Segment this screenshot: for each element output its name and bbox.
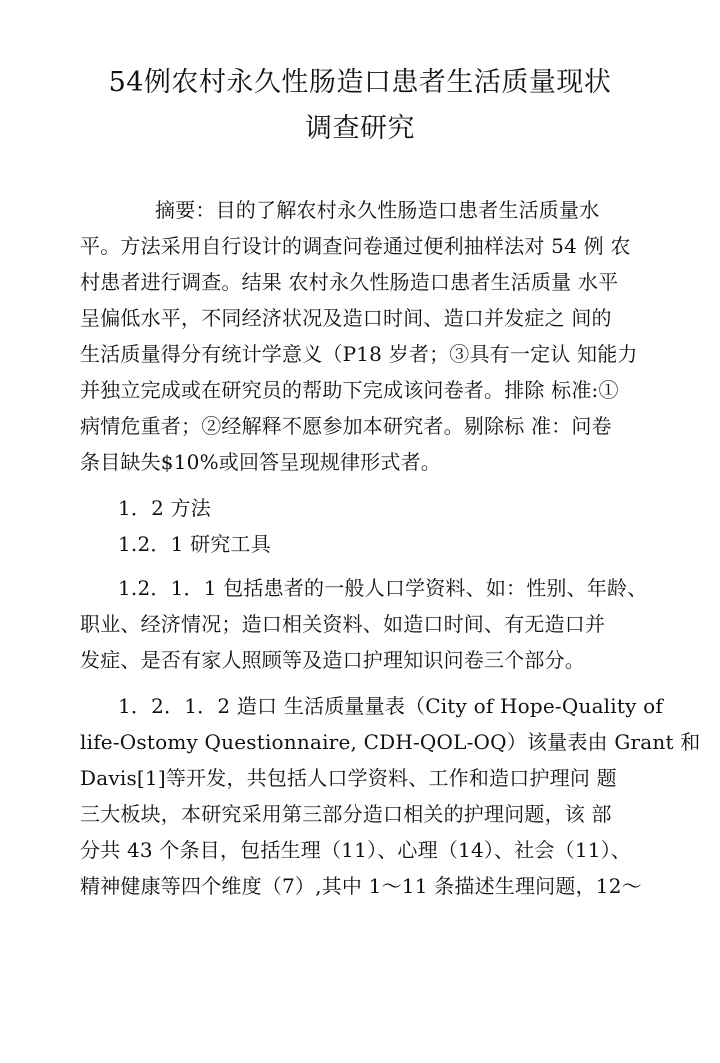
- document-title-line-1: 54例农村永久性肠造口患者生活质量现状: [108, 67, 612, 98]
- abstract-line-5: 生活质量得分有统计学意义（P18 岁者；③具有一定认 知能力: [80, 342, 638, 366]
- abstract-line-1: 摘要：目的了解农村永久性肠造口患者生活质量水: [155, 198, 600, 222]
- document-title-line-2: 调查研究: [305, 113, 415, 144]
- body-line-3: 发症、是否有家人照顾等及造口护理知识问卷三个部分。: [80, 648, 585, 672]
- section-heading-methods: 1．2 方法: [118, 496, 212, 520]
- body-line-5: life-Ostomy Questionnaire, CDH-QOL-OQ）该量表由 Grant 和: [80, 730, 701, 754]
- abstract-line-4: 呈偏低水平，不同经济状况及造口时间、造口并发症之 间的: [80, 306, 612, 330]
- abstract-line-7: 病情危重者；②经解释不愿参加本研究者。剔除标 准：问卷: [80, 414, 612, 438]
- body-line-9: 精神健康等四个维度（7）,其中 1～11 条描述生理问题，12～: [80, 874, 642, 898]
- body-line-2: 职业、经济情况；造口相关资料、如造口时间、有无造口并: [80, 612, 606, 636]
- body-line-8: 分共 43 个条目，包括生理（11）、心理（14）、社会（11）、: [80, 838, 632, 862]
- body-line-4: 1．2．1．2 造口 生活质量量表（City of Hope-Quality of: [118, 694, 664, 718]
- body-line-1: 1.2．1．1 包括患者的一般人口学资料、如：性别、年龄、: [118, 576, 648, 600]
- section-heading-research-tools: 1.2．1 研究工具: [118, 532, 271, 556]
- abstract-line-3: 村患者进行调查。结果 农村永久性肠造口患者生活质量 水平: [80, 270, 619, 294]
- abstract-line-2: 平。方法采用自行设计的调查问卷通过便利抽样法对 54 例 农: [80, 234, 631, 258]
- body-line-6: Davis[1]等开发，共包括人口学资料、工作和造口护理问 题: [80, 766, 617, 790]
- abstract-line-6: 并独立完成或在研究员的帮助下完成该问卷者。排除 标准:①: [80, 378, 619, 402]
- abstract-line-8: 条目缺失$10%或回答呈现规律形式者。: [80, 450, 441, 474]
- body-line-7: 三大板块，本研究采用第三部分造口相关的护理问题，该 部: [80, 802, 612, 826]
